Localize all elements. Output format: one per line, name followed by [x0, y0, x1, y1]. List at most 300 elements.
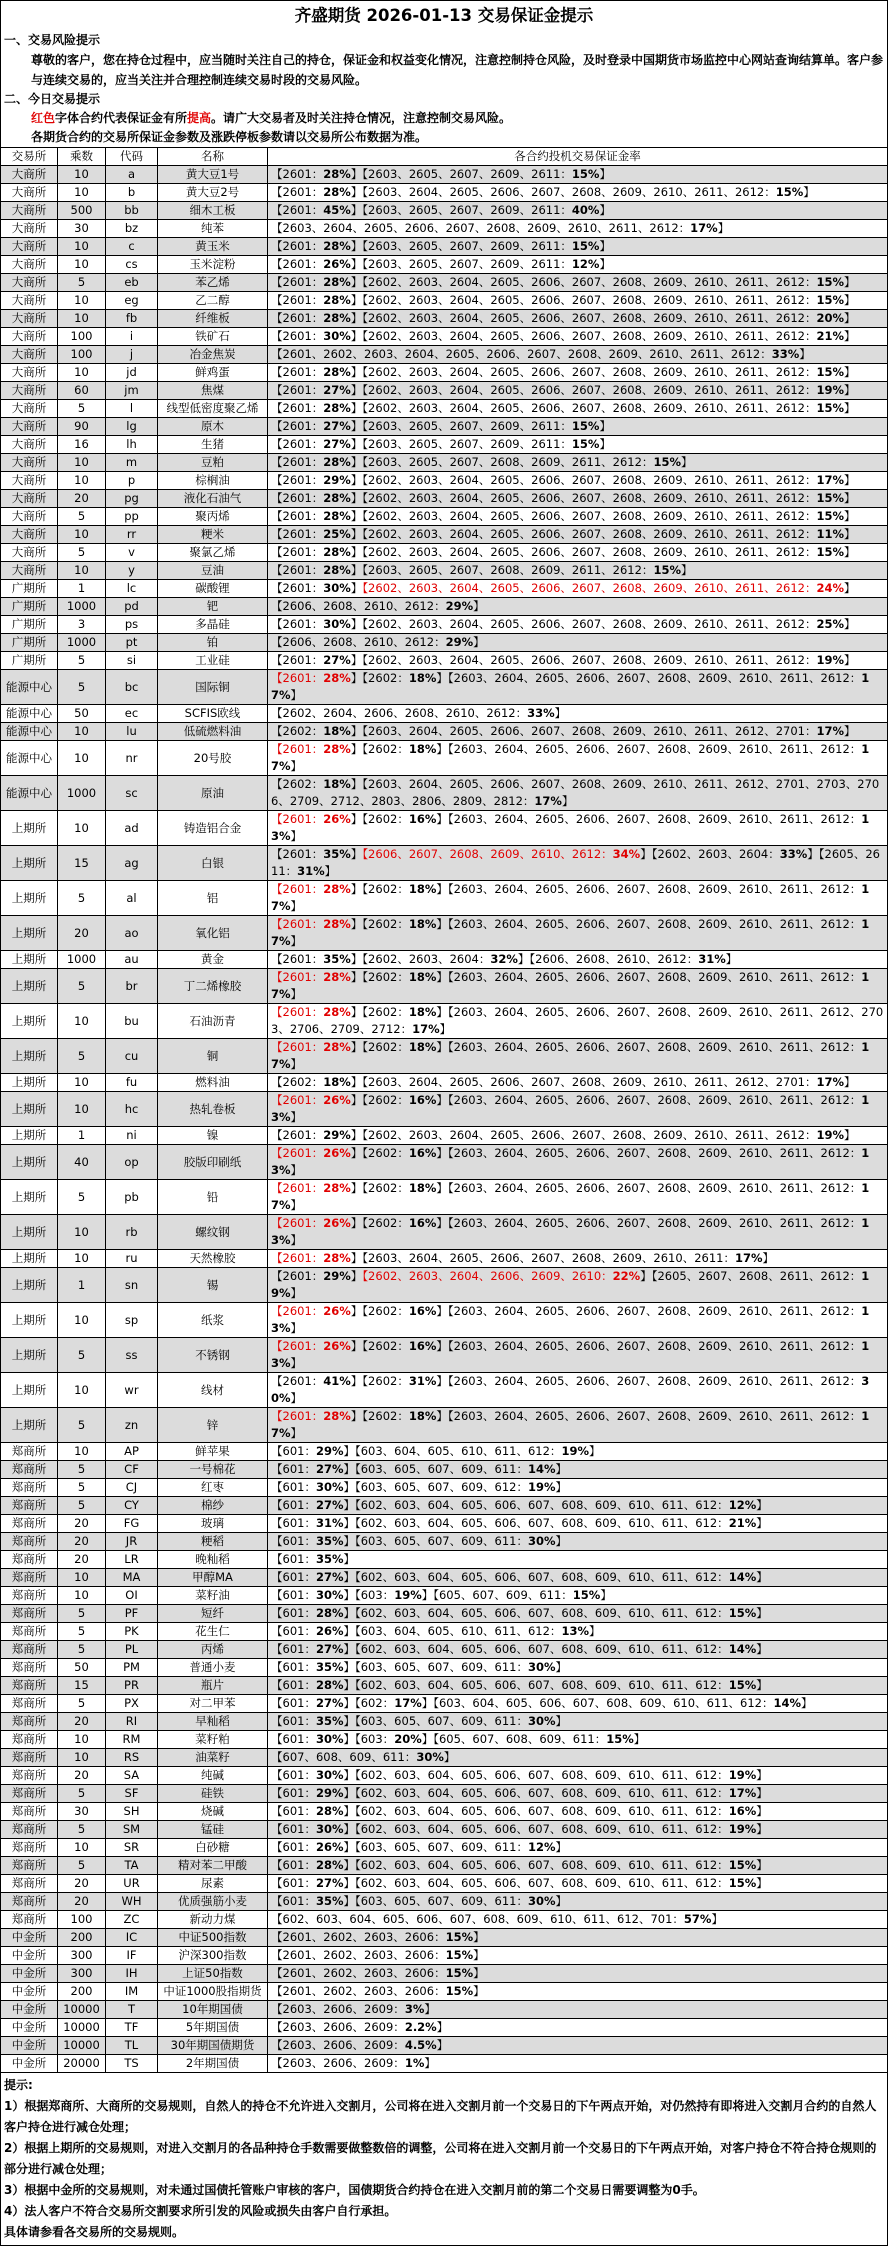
margin-rate-cell: [268, 670, 888, 705]
rate-value: 30%: [416, 1750, 444, 1764]
exchange-cell: 中金所: [1, 2055, 58, 2073]
contract-list: 】【2602、2603、2604、2605、2606、2607、2608、2609、2610、2611、2612：: [350, 329, 817, 343]
tips-footer: 具体请参看各交易所的交易规则。: [4, 2225, 185, 2239]
contract-list: 【2601：: [271, 1269, 324, 1283]
table-row: [1, 1947, 888, 1965]
rate-value: 15%: [728, 1876, 757, 1890]
rate-value: 31%: [315, 1516, 344, 1530]
contract-list: 】: [756, 1516, 768, 1530]
table-row: [1, 2055, 888, 2073]
contract-list: 】【602、603、604、605、606、607、608、609、610、611、612：: [343, 1516, 729, 1530]
rate-value: 30%: [323, 617, 351, 631]
contract-list: 】: [555, 1840, 568, 1854]
margin-rate-cell: [268, 1515, 888, 1533]
exchange-cell: 郑商所: [1, 1443, 58, 1461]
code-cell: eb: [106, 274, 158, 292]
header-code: 代码: [106, 148, 158, 166]
table-row: [1, 562, 888, 580]
rate-value: 2.2%: [404, 2020, 437, 2034]
margin-rate-cell: [268, 274, 888, 292]
rate-value: 21%: [816, 329, 845, 343]
exchange-cell: 郑商所: [1, 1569, 58, 1587]
rate-value: 11%: [816, 527, 845, 541]
contract-list: 】【602、603、604、605、606、607、608、609、610、611、612：: [343, 1858, 729, 1872]
code-cell: sc: [106, 776, 158, 811]
margin-rate-cell: [268, 238, 888, 256]
rate-value: 16%: [408, 1093, 437, 1107]
contract-list: 】【2602：: [350, 882, 409, 896]
contract-list: 【2601：: [271, 365, 324, 379]
contract-list: 【601：: [271, 1732, 316, 1746]
multiplier-cell: 10: [58, 166, 106, 184]
table-row: [1, 1039, 888, 1074]
name-cell: 铁矿石: [158, 328, 268, 346]
rate-value: 27%: [323, 653, 351, 667]
table-row: [1, 1303, 888, 1338]
multiplier-cell: 100: [58, 328, 106, 346]
contract-list: 】【603：: [343, 1732, 395, 1746]
name-cell: 线材: [158, 1373, 268, 1408]
exchange-cell: 大商所: [1, 562, 58, 580]
contract-list: 】: [554, 706, 567, 720]
contract-list: 【601：: [271, 1858, 316, 1872]
contract-list: 】: [350, 1269, 363, 1283]
contract-list: 】: [439, 1022, 452, 1036]
exchange-cell: 郑商所: [1, 1857, 58, 1875]
contract-list: 【601：: [271, 1696, 316, 1710]
rate-value: 33%: [771, 347, 800, 361]
contract-list: 【2601：: [271, 419, 324, 433]
table-row: [1, 1659, 888, 1677]
contract-list: 】【603、605、607、609、611：: [343, 1840, 528, 1854]
rate-value: 27%: [315, 1462, 344, 1476]
name-cell: 沪深300指数: [158, 1947, 268, 1965]
contract-list: 】【2602、2603、2604、2605、2606、2607、2608、2609、2610、2611、2612：: [350, 527, 817, 541]
rate-value: 29%: [315, 1444, 344, 1458]
code-cell: cu: [106, 1039, 158, 1074]
rate-value: 30%: [315, 1768, 344, 1782]
name-cell: 棕榈油: [158, 472, 268, 490]
rate-value: 31%: [297, 864, 325, 878]
margin-rate-cell: [268, 616, 888, 634]
multiplier-cell: 10: [58, 1839, 106, 1857]
exchange-cell: 郑商所: [1, 1497, 58, 1515]
margin-rate-cell: [268, 1127, 888, 1145]
contract-list: 】: [844, 293, 856, 307]
margin-rate-cell: [268, 400, 888, 418]
rate-value: 35%: [315, 1894, 344, 1908]
code-cell: IF: [106, 1947, 158, 1965]
margin-rate-cell: [268, 166, 888, 184]
code-cell: wr: [106, 1373, 158, 1408]
contract-list: 【2602：: [271, 777, 324, 791]
contract-list: 】【603：: [343, 1588, 395, 1602]
rate-value: 30%: [323, 581, 351, 595]
contract-list: 】【2603、2604、2605、2606、2607、2608、2609、2610、2611、2612：: [436, 917, 862, 931]
rate-value: 26%: [323, 257, 351, 271]
contract-list: 【2601：: [271, 1093, 324, 1107]
name-cell: 粳稻: [158, 1533, 268, 1551]
contract-list: 【2601、2602、2603、2604、2605、2606、2607、2608、2609、2610、2611、2612：: [271, 347, 772, 361]
contract-list: 】【602、603、604、605、606、607、608、609、610、611、612：: [343, 1606, 729, 1620]
margin-rate-cell: [268, 562, 888, 580]
rate-value: 25%: [323, 527, 351, 541]
rate-value: 17%: [734, 1251, 763, 1265]
rate-value: 30%: [315, 1822, 344, 1836]
multiplier-cell: 5: [58, 1605, 106, 1623]
rate-value: 28%: [315, 1678, 344, 1692]
rate-value: 28%: [323, 185, 351, 199]
multiplier-cell: 20000: [58, 2055, 106, 2073]
contract-list: 】【2603、2604、2605、2606、2607、2608、2609、2610、2611、2612：: [350, 185, 776, 199]
multiplier-cell: 1000: [58, 951, 106, 969]
contract-list: 】: [290, 759, 303, 773]
margin-rate-cell: [268, 202, 888, 220]
rate-value: 15%: [816, 293, 845, 307]
exchange-cell: 广期所: [1, 652, 58, 670]
contract-list: 【2601：: [271, 1251, 324, 1265]
exchange-cell: 郑商所: [1, 1821, 58, 1839]
multiplier-cell: 10: [58, 811, 106, 846]
exchange-cell: 郑商所: [1, 1893, 58, 1911]
rate-value: 26%: [315, 1624, 344, 1638]
margin-rate-cell: [268, 1893, 888, 1911]
contract-list: 】: [555, 1480, 568, 1494]
rate-value: 26%: [323, 1093, 351, 1107]
contract-list: 】: [756, 1678, 768, 1692]
exchange-cell: 大商所: [1, 544, 58, 562]
contract-list: 】【2602：: [350, 1040, 409, 1054]
exchange-cell: 郑商所: [1, 1587, 58, 1605]
table-row: [1, 1929, 888, 1947]
margin-rate-cell: [268, 1145, 888, 1180]
tip-3: 3）根据中金所的交易规则，对未通过国债托管账户审核的客户，国债期货合约持仓在进入交割月前的第二个交易日需要调整为0手。: [4, 2183, 705, 2197]
contract-list: 【601：: [271, 1498, 316, 1512]
name-cell: 尿素: [158, 1875, 268, 1893]
rate-value: 28%: [323, 311, 351, 325]
contract-list: 】: [803, 185, 815, 199]
contract-list: 【2601：: [271, 239, 324, 253]
rate-value: 29%: [323, 473, 351, 487]
contract-list: 【601：: [271, 1516, 316, 1530]
contract-list: 】【602、603、604、605、606、607、608、609、610、611、612：: [343, 1678, 729, 1692]
name-cell: 新动力煤: [158, 1911, 268, 1929]
rate-value: 15%: [571, 419, 600, 433]
name-cell: 纤维板: [158, 310, 268, 328]
code-cell: ZC: [106, 1911, 158, 1929]
exchange-cell: 大商所: [1, 490, 58, 508]
exchange-cell: 大商所: [1, 220, 58, 238]
exchange-cell: 上期所: [1, 1127, 58, 1145]
rate-value: 26%: [323, 1304, 351, 1318]
red-word: 红色: [31, 111, 56, 125]
up-word: 提高: [187, 111, 212, 125]
note-text1: 字体合约代表保证金有所: [55, 111, 188, 125]
name-cell: 瓶片: [158, 1677, 268, 1695]
note-text2: 。请广大交易者及时关注持仓情况，注意控制交易风险。: [211, 111, 512, 125]
margin-rate-cell: [268, 1767, 888, 1785]
rate-value: 17%: [412, 1022, 440, 1036]
contract-list: 】: [844, 581, 856, 595]
table-row: [1, 881, 888, 916]
table-row: [1, 1803, 888, 1821]
table-row: [1, 1965, 888, 1983]
contract-list: 【601：: [271, 1768, 316, 1782]
rate-value: 15%: [816, 509, 845, 523]
contract-list: 】【2603、2605、2607、2609、2611：: [350, 167, 572, 181]
tips-section: [0, 2073, 888, 2246]
exchange-cell: 郑商所: [1, 1731, 58, 1749]
contract-list: 】【2603、2604、2605、2606、2607、2608、2609、2610、2611、2612：: [436, 1374, 862, 1388]
name-cell: 早籼稻: [158, 1713, 268, 1731]
contract-list: 】【603、605、607、609、611：: [343, 1462, 528, 1476]
code-cell: CF: [106, 1461, 158, 1479]
margin-rate-cell: [268, 1983, 888, 2001]
rate-value: 28%: [323, 563, 351, 577]
margin-rate-cell: [268, 1731, 888, 1749]
exchange-cell: 能源中心: [1, 741, 58, 776]
rate-value: 29%: [323, 1269, 351, 1283]
name-cell: 中证1000股指期货: [158, 1983, 268, 2001]
code-cell: jd: [106, 364, 158, 382]
exchange-cell: 郑商所: [1, 1605, 58, 1623]
table-row: [1, 634, 888, 652]
exchange-cell: 郑商所: [1, 1713, 58, 1731]
margin-rate-cell: [268, 1911, 888, 1929]
multiplier-cell: 1: [58, 1127, 106, 1145]
contract-list: 】【2603、2604、2605、2606、2607、2608、2609、2610、2611、2612：: [436, 1181, 862, 1195]
multiplier-cell: 10000: [58, 2037, 106, 2055]
code-cell: rb: [106, 1215, 158, 1250]
name-cell: 原油: [158, 776, 268, 811]
rate-value: 18%: [323, 724, 351, 738]
code-cell: j: [106, 346, 158, 364]
code-cell: CJ: [106, 1479, 158, 1497]
contract-list: 】: [599, 239, 611, 253]
risk-body: 尊敬的客户，您在持仓过程中，应当随时关注自己的持仓，保证金和权益变化情况，注意控制持仓风险，及时登录中国期货市场监控中心网站查询结算单。客户参与连续交易的，应当关注并合理控制连续交易时段的交易风险。: [0, 50, 888, 90]
rate-value: 29%: [323, 1128, 351, 1142]
contract-list: 】: [555, 1894, 568, 1908]
table-row: [1, 969, 888, 1004]
multiplier-cell: 10: [58, 256, 106, 274]
multiplier-cell: 10: [58, 723, 106, 741]
name-cell: 不锈钢: [158, 1338, 268, 1373]
exchange-cell: 能源中心: [1, 670, 58, 705]
name-cell: 天然橡胶: [158, 1250, 268, 1268]
name-cell: 玻璃: [158, 1515, 268, 1533]
contract-list: 】【2602：: [350, 1216, 409, 1230]
rate-value: 33%: [779, 847, 808, 861]
contract-list: 】: [588, 1624, 601, 1638]
table-row: [1, 1677, 888, 1695]
exchange-cell: 上期所: [1, 1338, 58, 1373]
rate-value: 19%: [816, 653, 845, 667]
margin-rate-cell: [268, 328, 888, 346]
name-cell: 中证500指数: [158, 1929, 268, 1947]
header-margin-rate: 各合约投机交易保证金率: [268, 148, 888, 166]
code-cell: ss: [106, 1338, 158, 1373]
contract-list: 】【2603、2604、2605、2606、2607、2608、2609、2610、2611、2612：: [436, 1409, 862, 1423]
multiplier-cell: 5: [58, 1623, 106, 1641]
multiplier-cell: 20: [58, 1551, 106, 1569]
contract-list: 【2601、2602、2603、2606：: [271, 1930, 446, 1944]
rate-value: 19%: [816, 1128, 845, 1142]
rate-value: 28%: [323, 1409, 351, 1423]
multiplier-cell: 40: [58, 1145, 106, 1180]
table-row: [1, 310, 888, 328]
table-row: [1, 166, 888, 184]
exchange-cell: 大商所: [1, 400, 58, 418]
margin-rate-cell: [268, 1965, 888, 1983]
name-cell: 乙二醇: [158, 292, 268, 310]
contract-list: 】【2603、2604、2605、2606、2607、2608、2609、2610、2611、2612、2701：: [350, 1075, 817, 1089]
exchange-cell: 广期所: [1, 580, 58, 598]
margin-rate-cell: [268, 1268, 888, 1303]
multiplier-cell: 1: [58, 580, 106, 598]
code-cell: JR: [106, 1533, 158, 1551]
multiplier-cell: 10: [58, 1443, 106, 1461]
name-cell: 普通小麦: [158, 1659, 268, 1677]
table-row: [1, 1443, 888, 1461]
table-row: [1, 328, 888, 346]
contract-list: 】【2602、2603、2604、2605、2606、2607、2608、2609、2610、2611、2612：: [350, 365, 817, 379]
name-cell: 冶金焦炭: [158, 346, 268, 364]
contract-list: 】: [844, 329, 856, 343]
exchange-cell: 中金所: [1, 2037, 58, 2055]
contract-list: 】【603、605、607、609、612：: [343, 1480, 528, 1494]
contract-list: 】【602、603、604、605、606、607、608、609、610、611、612：: [343, 1822, 729, 1836]
table-row: [1, 1767, 888, 1785]
margin-rate-cell: [268, 1857, 888, 1875]
header-exchange: 交易所: [1, 148, 58, 166]
contract-list: 】【2603、2604、2605、2606、2607、2608、2609、2610、2611、2612：: [436, 742, 862, 756]
contract-list: 】: [555, 1660, 568, 1674]
rate-value: 19%: [728, 1768, 757, 1782]
contract-list: 】【2602、2603、2604、2605、2606、2607、2608、2609、2610、2611、2612：: [350, 401, 817, 415]
code-cell: RS: [106, 1749, 158, 1767]
exchange-cell: 大商所: [1, 472, 58, 490]
table-header-row: [1, 148, 888, 166]
margin-rate-cell: [268, 969, 888, 1004]
contract-list: 】: [844, 653, 856, 667]
contract-list: 【2603、2604、2605、2606、2607、2608、2609、2610、2611、2612：: [271, 221, 691, 235]
rate-value: 24%: [816, 581, 845, 595]
rate-value: 18%: [408, 970, 437, 984]
tip-4: 4）法人客户不符合交易所交割要求所引发的风险或损失由客户自行承担。: [4, 2204, 397, 2218]
margin-rate-cell: [268, 1533, 888, 1551]
today-note: [0, 109, 888, 128]
rate-value: 16%: [408, 1304, 437, 1318]
exchange-cell: 广期所: [1, 634, 58, 652]
name-cell: 焦煤: [158, 382, 268, 400]
table-row: [1, 1373, 888, 1408]
rate-value: 15%: [445, 1966, 474, 1980]
table-row: [1, 1587, 888, 1605]
margin-rate-cell: [268, 1929, 888, 1947]
name-cell: 锌: [158, 1408, 268, 1443]
margin-rate-cell: [268, 1004, 888, 1039]
multiplier-cell: 5: [58, 1857, 106, 1875]
code-cell: MA: [106, 1569, 158, 1587]
contract-list: 】【2603、2604、2605、2606、2607、2608、2609、2610、2611、2612：: [436, 1146, 862, 1160]
contract-list: 】: [350, 847, 363, 861]
contract-list: 】【602、603、604、605、606、607、608、609、610、611、612：: [343, 1498, 729, 1512]
code-cell: sp: [106, 1303, 158, 1338]
exchange-cell: 郑商所: [1, 1551, 58, 1569]
table-row: [1, 1497, 888, 1515]
rate-value: 13%: [271, 1093, 870, 1124]
multiplier-cell: 30: [58, 1803, 106, 1821]
name-cell: 液化石油气: [158, 490, 268, 508]
contract-list: 】【2602：: [350, 1304, 409, 1318]
contract-list: 】: [844, 617, 856, 631]
rate-value: 35%: [323, 847, 351, 861]
table-body: [1, 166, 888, 2073]
multiplier-cell: 5: [58, 1641, 106, 1659]
multiplier-cell: 5: [58, 544, 106, 562]
multiplier-cell: 5: [58, 1039, 106, 1074]
rate-value: 27%: [323, 437, 351, 451]
rate-value: 15%: [816, 401, 845, 415]
contract-list: 【601：: [271, 1714, 316, 1728]
contract-list: 】: [844, 1075, 856, 1089]
margin-rate-cell: [268, 220, 888, 238]
contract-list: 】: [756, 1858, 768, 1872]
contract-list: 【601：: [271, 1822, 316, 1836]
contract-list: 】: [424, 2056, 436, 2070]
multiplier-cell: 10: [58, 1215, 106, 1250]
contract-list: 】【2606、2608、2610、2612：: [517, 952, 699, 966]
rate-value: 12%: [527, 1840, 556, 1854]
name-cell: 白砂糖: [158, 1839, 268, 1857]
code-cell: cs: [106, 256, 158, 274]
rate-value: 18%: [408, 671, 437, 685]
table-row: [1, 1074, 888, 1092]
contract-list: 】【2603、2605、2607、2609、2611：: [350, 419, 572, 433]
code-cell: si: [106, 652, 158, 670]
rate-value: 28%: [315, 1858, 344, 1872]
multiplier-cell: 5: [58, 274, 106, 292]
code-cell: ni: [106, 1127, 158, 1145]
margin-rate-cell: [268, 454, 888, 472]
contract-list: 】【2603、2605、2607、2609、2611：: [350, 437, 572, 451]
contract-list: 】: [844, 275, 856, 289]
contract-list: 】: [756, 1822, 768, 1836]
exchange-cell: 能源中心: [1, 776, 58, 811]
rate-value: 14%: [773, 1696, 801, 1710]
contract-list: 【607、608、609、611：: [271, 1750, 417, 1764]
exchange-cell: 中金所: [1, 1965, 58, 1983]
rate-value: 17%: [271, 1040, 870, 1071]
contract-list: 【2601：: [271, 653, 324, 667]
contract-list: 】【2602：: [350, 1005, 409, 1019]
tip-1: 1）根据郑商所、大商所的交易规则，自然人的持仓不允许进入交割月，公司将在进入交割月前一个交易日的下午两点开始，对仍然持有即将进入交割月合约的自然人客户持仓进行减仓处理；: [4, 2099, 877, 2134]
rate-value: 28%: [323, 167, 351, 181]
exchange-cell: 郑商所: [1, 1659, 58, 1677]
rate-value: 28%: [315, 1804, 344, 1818]
name-cell: 低硫燃料油: [158, 723, 268, 741]
contract-list: 】: [588, 1444, 601, 1458]
code-cell: TS: [106, 2055, 158, 2073]
multiplier-cell: 10: [58, 1074, 106, 1092]
contract-list: 】: [756, 1804, 768, 1818]
margin-rate-cell: [268, 723, 888, 741]
multiplier-cell: 20: [58, 1713, 106, 1731]
contract-list: 【601：: [271, 1804, 316, 1818]
table-row: [1, 1713, 888, 1731]
rate-value: 13%: [561, 1624, 589, 1638]
code-cell: TF: [106, 2019, 158, 2037]
